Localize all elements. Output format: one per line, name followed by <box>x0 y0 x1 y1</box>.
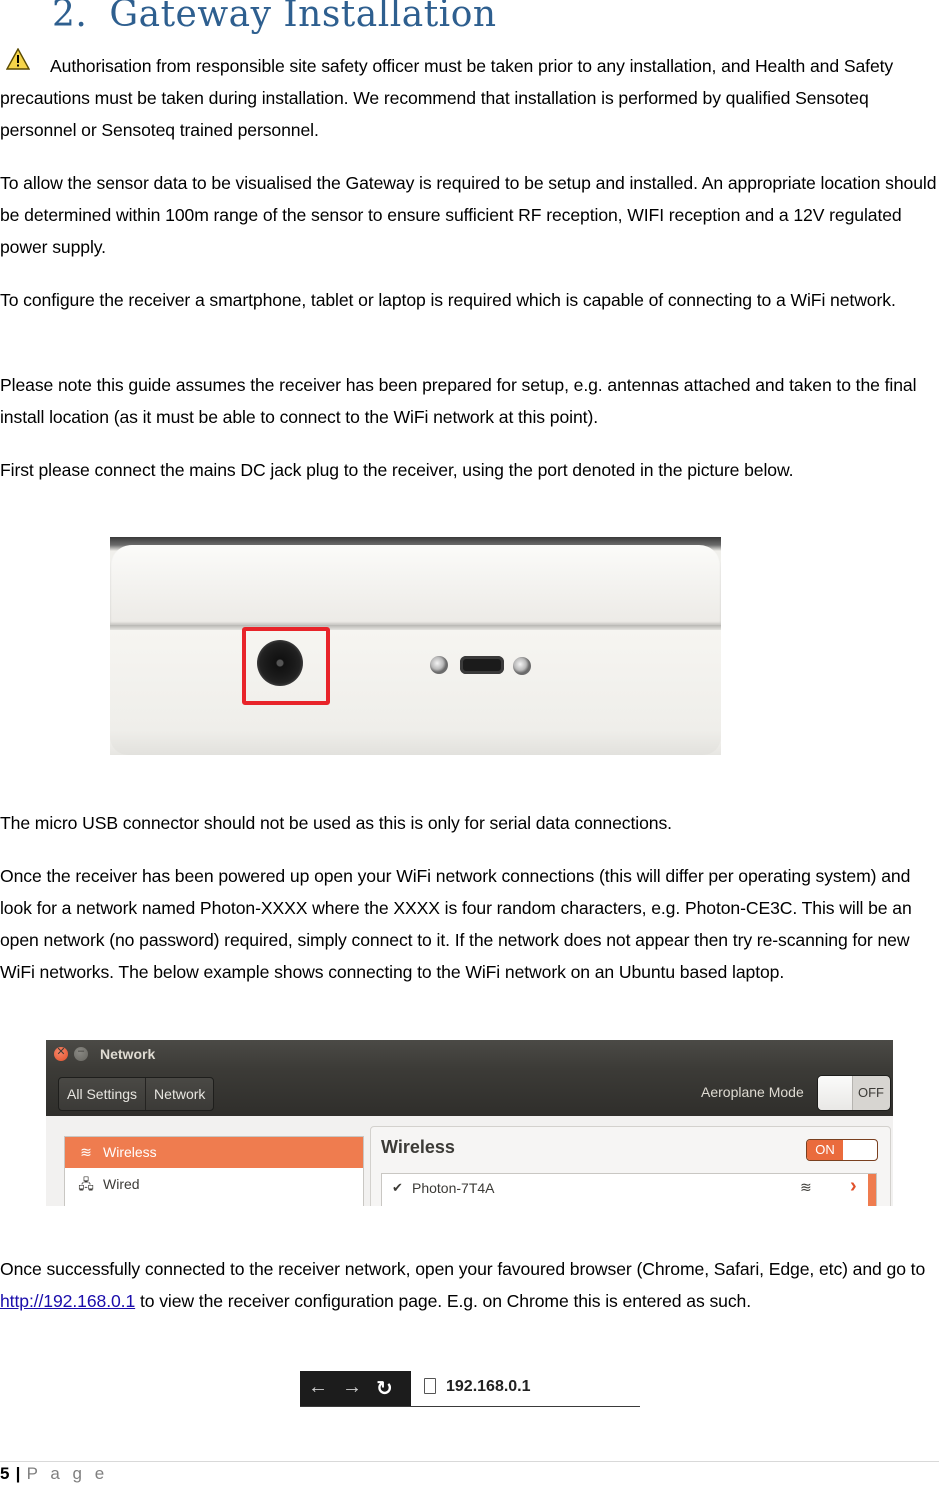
heading-title: Gateway Installation <box>109 0 497 35</box>
receiver-lid <box>110 545 721 625</box>
window-close-button[interactable] <box>54 1047 68 1061</box>
url-field[interactable] <box>411 1371 640 1406</box>
paragraph-configure-device: To configure the receiver a smartphone, tablet or laptop is required which is capable of connecting to a WiFi network. <box>0 290 896 310</box>
signal-strength-icon: ≋ <box>800 1179 812 1195</box>
screw-right <box>513 657 531 675</box>
paragraph-gateway-setup: To allow the sensor data to be visualised the Gateway is required to be setup and installed. An appropriate location should be determined within 100m range of the sensor to ensure sufficient RF reception, WIFI reception and a 12V regulated power supply. <box>0 173 937 257</box>
micro-usb-port <box>460 656 504 674</box>
aeroplane-mode-state: OFF <box>858 1085 884 1100</box>
window-minimize-button[interactable] <box>74 1047 88 1061</box>
window-toolbar <box>46 1069 893 1116</box>
dc-jack-highlight <box>242 627 330 705</box>
list-scrollbar[interactable] <box>868 1174 876 1206</box>
wireless-toggle-state: ON <box>807 1140 843 1160</box>
browser-nav-buttons <box>300 1371 411 1406</box>
paragraph-wifi-connect: Once the receiver has been powered up open your WiFi network connections (this will differ per operating system) and look for a network named Photon-XXXX where the XXXX is four random characters, e.g. Photon-CE3C. This will be an open network (no password) required, simply connect to it. If the network does not appear then try re-scanning for new WiFi networks. The below example shows connecting to the WiFi network on an Ubuntu based laptop. <box>0 866 912 982</box>
footer-separator: | <box>15 1464 21 1483</box>
page-icon <box>424 1378 436 1394</box>
network-settings-screenshot <box>46 1040 893 1206</box>
sidebar-item-wired[interactable] <box>65 1169 363 1200</box>
toggle-knob <box>818 1076 853 1110</box>
back-arrow-icon[interactable]: ← <box>308 1376 328 1398</box>
heading-number: 2. <box>52 0 88 35</box>
sidebar-item-label: Wired <box>103 1176 140 1192</box>
aeroplane-mode-toggle[interactable] <box>817 1075 891 1111</box>
browser-address-bar <box>300 1371 640 1407</box>
connected-check-icon: ✔ <box>392 1180 403 1195</box>
safety-paragraph: Authorisation from responsible site safety officer must be taken prior to any installation, and Health and Safety precautions must be taken during installation. We recommend that installation is performed by qualified Sensoteq personnel or Sensoteq trained personnel. <box>0 56 894 140</box>
aeroplane-mode-label: Aeroplane Mode <box>701 1084 804 1100</box>
network-details-arrow-icon[interactable]: › <box>850 1175 857 1197</box>
window-titlebar <box>46 1040 893 1069</box>
wireless-toggle[interactable] <box>806 1139 878 1161</box>
forward-arrow-icon[interactable]: → <box>342 1376 362 1398</box>
paragraph-preparation-note: Please note this guide assumes the receiver has been prepared for setup, e.g. antennas attached and taken to the final install location (as it must be able to connect to the WiFi network at this point). <box>0 375 917 427</box>
network-sidebar <box>64 1136 364 1206</box>
section-heading <box>52 0 497 35</box>
network-list <box>381 1173 877 1206</box>
page-word: P a g e <box>26 1464 109 1483</box>
crumb-network[interactable]: Network <box>154 1086 206 1102</box>
paragraph-browser <box>0 1253 939 1317</box>
paragraph-browser-text-a: Once successfully connected to the receiver network, open your favoured browser (Chrome, Safari, Edge, etc) and go to <box>0 1259 926 1279</box>
paragraph-browser-text-b: to view the receiver configuration page. E.g. on Chrome this is entered as such. <box>135 1291 751 1311</box>
panel-title: Wireless <box>381 1137 455 1157</box>
wifi-icon: ≋ <box>80 1144 92 1160</box>
screw-left <box>430 656 448 674</box>
page-number: 5 <box>0 1464 10 1483</box>
close-icon: ✕ <box>56 1046 66 1058</box>
page-footer <box>0 1464 108 1484</box>
receiver-photo <box>110 537 721 755</box>
url-text: 192.168.0.1 <box>446 1378 531 1395</box>
window-title: Network <box>100 1046 156 1062</box>
footer-rule <box>0 1461 939 1462</box>
breadcrumb <box>58 1077 214 1111</box>
wireless-panel <box>370 1126 891 1206</box>
reload-icon[interactable]: ↻ <box>376 1378 393 1400</box>
crumb-all-settings[interactable]: All Settings <box>59 1078 146 1110</box>
config-page-link[interactable]: http://192.168.0.1 <box>0 1291 136 1311</box>
wired-network-icon: 🖧 <box>78 1176 94 1192</box>
minimize-icon: – <box>77 1045 85 1057</box>
paragraph-connect-power: First please connect the mains DC jack plug to the receiver, using the port denoted in the picture below. <box>0 460 794 480</box>
network-name[interactable]: Photon-7T4A <box>412 1180 495 1196</box>
sidebar-item-wireless[interactable] <box>65 1137 363 1168</box>
sidebar-item-label: Wireless <box>103 1144 157 1160</box>
receiver-body <box>110 630 721 755</box>
paragraph-micro-usb: The micro USB connector should not be used as this is only for serial data connections. <box>0 813 672 833</box>
